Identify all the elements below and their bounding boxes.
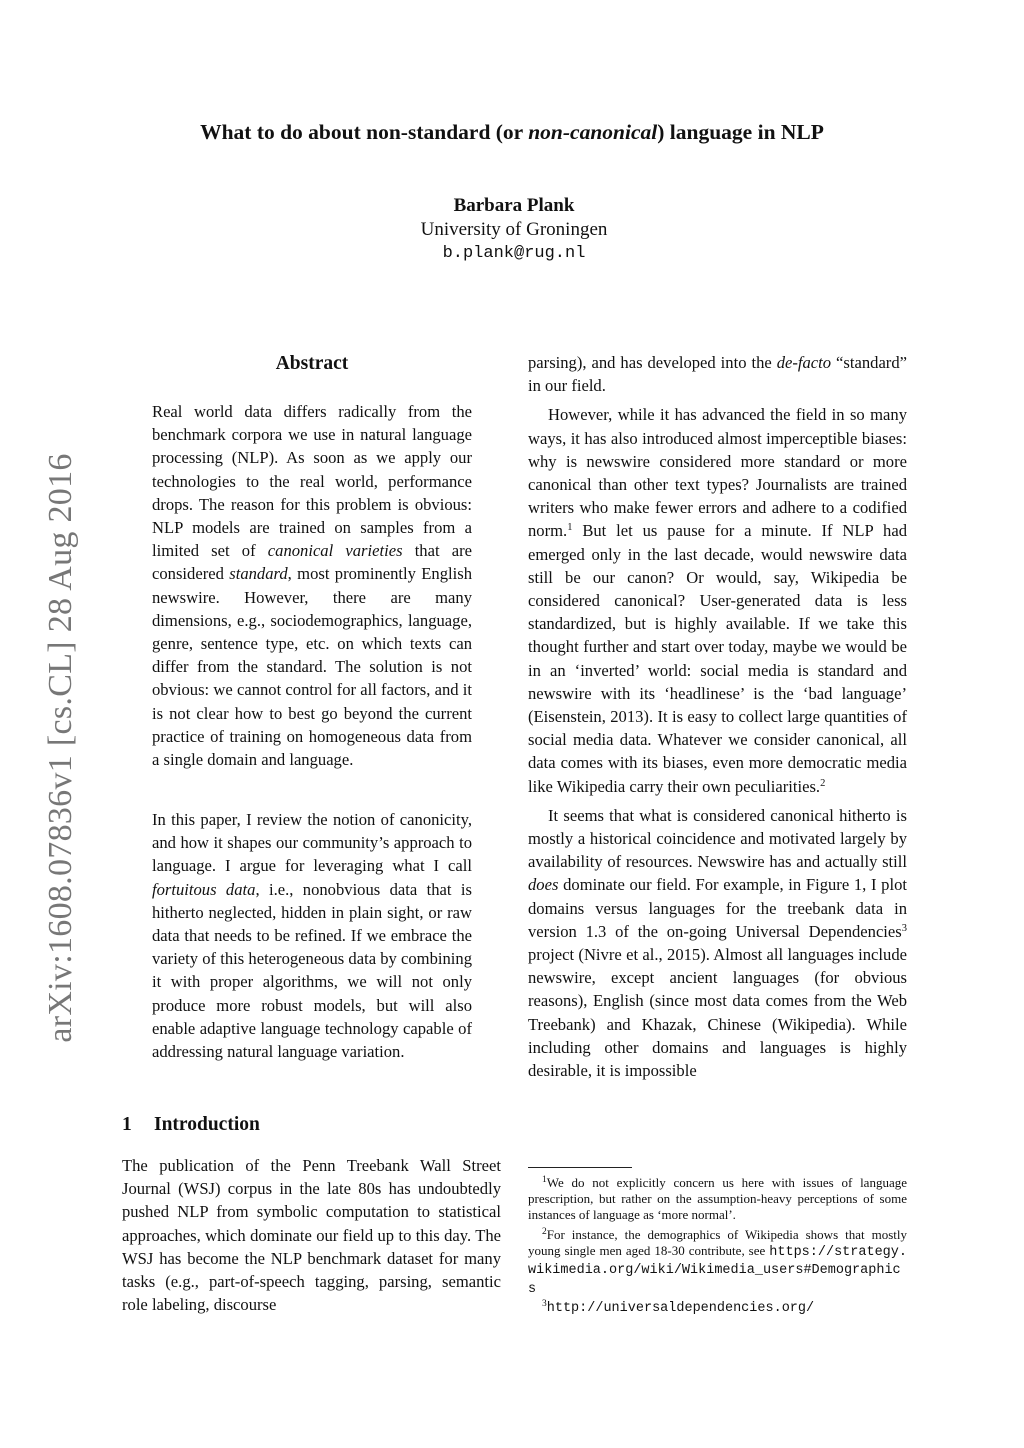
- section-title: Introduction: [154, 1114, 260, 1135]
- abstract-p1-text-a: Real world data differs radically from the benchmark corpora we use in natural language processing (NLP). As soon as we apply our technologies to the real world, performance drops. The reason for this problem is obvious: NLP models are trained on samples from a limited set of: [152, 402, 472, 561]
- author-affiliation: University of Groningen: [420, 219, 608, 240]
- intro-paragraph-right-2: [528, 403, 907, 797]
- arxiv-identifier: arXiv:1608.07836v1 [cs.CL] 28 Aug 2016: [42, 453, 79, 1043]
- intro-paragraph-left: The publication of the Penn Treebank Wall Street Journal (WSJ) corpus in the late 80s has undoubtedly pushed NLP from symbolic computation to statistical approaches, which dominate our field up to this day. The WSJ has become the NLP benchmark dataset for many tasks (e.g., part-of-speech tagging, parsing, semantic role labeling, discourse: [122, 1156, 501, 1315]
- title-text-part2: ) language in NLP: [657, 120, 824, 144]
- right-p3-italic: does: [528, 875, 559, 895]
- footnote-mark-2[interactable]: 2: [820, 777, 826, 789]
- footnote-3-mark: 3: [542, 1299, 547, 1309]
- right-p1-italic: de-facto: [776, 353, 832, 372]
- right-p2-text-b: But let us pause for a minute. If NLP had emerged only in the last decade, would newswire data still be our canon? Or would, say, Wikipedia be considered canonical? User-generated data is less standardized, but is highly available. If we take this thought further and start over today, maybe we would be in an ‘inverted’ world: social media is standard and newswire with its ‘headlinese’ is the ‘bad language’ (Eisenstein, 2013). It is easy to collect large quantities of social media data. Whatever we consider canonical, all data comes with its biases, even more democratic media like Wikipedia carry their own peculiarities.: [528, 521, 907, 796]
- right-p3-text-a: It seems that what is considered canonical hitherto is mostly a historical coincidence and motivated largely by availability of resources. Newswire has and actually still: [528, 805, 907, 872]
- footnote-divider: [528, 1167, 632, 1168]
- right-p3-text-c: project (Nivre et al., 2015). Almost all languages include newswire, except ancient languages (for obvious reasons), English (since most data comes from the Web Treebank) and Khazak, Chinese (Wikipedia). While including other domains and languages is highly desirable, it is impossible: [528, 945, 907, 1081]
- abstract-p1-text-b: that are considered: [152, 541, 473, 584]
- footnote-3: [528, 1299, 907, 1317]
- author-email: b.plank@rug.nl: [442, 244, 586, 263]
- abstract-p1-text-c: , most prominently English newswire. However, there are many dimensions, e.g., sociodemographics, language, genre, sentence type, etc. on which texts can differ from the standard. The solution is not obvious: we cannot control for all factors, and it is not clear how to best go beyond the current practice of training on homogeneous data from a single domain and language.: [152, 564, 472, 770]
- abstract-p2-italic-1: fortuitous data: [152, 879, 256, 899]
- abstract-paragraph-2: [152, 808, 472, 1063]
- right-p3-text-b: dominate our field. For example, in Figure 1, I plot domains versus languages for the treebank data in version 1.3 of the on-going Universal Dependencies: [528, 875, 907, 941]
- footnote-1: [528, 1175, 907, 1224]
- abstract-p2-text-a: In this paper, I review the notion of canonicity, and how it shapes our community’s approach to language. I argue for leveraging what I call: [152, 810, 472, 876]
- author-block: [0, 194, 1024, 266]
- abstract-p1-italic-1: canonical varieties: [267, 541, 403, 561]
- footnote-2-mark: 2: [542, 1227, 547, 1237]
- footnote-mark-1[interactable]: 1: [567, 522, 573, 534]
- footnote-2: [528, 1227, 907, 1298]
- footnote-2-text: For instance, the demographics of Wikipedia shows that mostly young single men aged 18-30 contribute, see: [528, 1227, 907, 1259]
- title-text-part1: What to do about non-standard (or: [200, 120, 529, 144]
- abstract-paragraph-1: [152, 400, 472, 771]
- abstract-p2-text-b: , i.e., nonobvious data that is hitherto neglected, hidden in plain sight, or raw data that needs to be refined. If we embrace the variety of this heterogeneous data by combining it with proper algorithms, we will not only produce more robust models, but will also enable adaptive language technology capable of addressing natural language variation.: [152, 879, 472, 1062]
- right-p1-text-b: “standard” in our field.: [528, 353, 907, 396]
- footnote-1-text: We do not explicitly concern us here with issues of language prescription, but rather on the assumption-heavy perceptions of some instances of language as ‘more normal’.: [528, 1175, 907, 1223]
- footnote-2-link[interactable]: https://strategy.wikimedia.org/wiki/Wikimedia_users#Demographics: [528, 1245, 907, 1297]
- abstract-p1-italic-2: standard: [229, 564, 288, 584]
- footnote-mark-3[interactable]: 3: [901, 922, 907, 934]
- title-text-italic: non-canonical: [528, 120, 658, 144]
- right-p1-text-a: parsing), and has developed into the: [528, 353, 777, 372]
- author-name: Barbara Plank: [453, 195, 575, 216]
- intro-paragraph-right-3: [528, 804, 907, 1082]
- right-column: [528, 351, 907, 1082]
- section-heading-introduction: [122, 1112, 260, 1138]
- paper-title: [0, 118, 1024, 146]
- footnote-3-link[interactable]: http://universaldependencies.org/: [546, 1301, 815, 1316]
- intro-paragraph-right-1: [528, 351, 907, 397]
- footnote-1-mark: 1: [542, 1175, 547, 1185]
- right-p2-text-a: However, while it has advanced the field in so many ways, it has also introduced almost imperceptible biases: why is newswire considered more standard or more canonical than other text types? Journalists are trained writers who make fewer errors and adhere to a codified norm.: [528, 405, 907, 541]
- abstract-heading: Abstract: [275, 353, 349, 374]
- section-number: 1: [122, 1114, 132, 1135]
